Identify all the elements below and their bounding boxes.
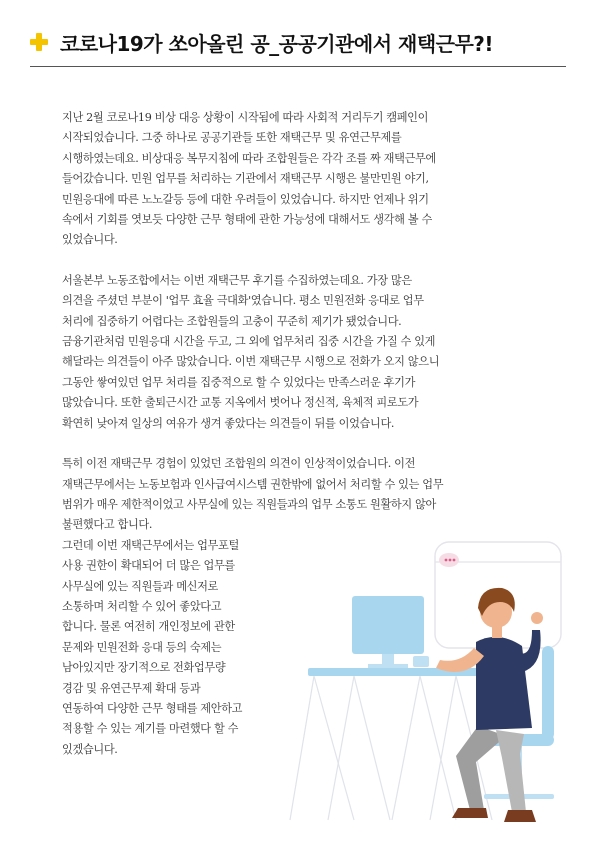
- chat-bubble-icon: [439, 553, 459, 567]
- text-line: 금융기관처럼 민원응대 시간을 두고, 그 외에 업무처리 집중 시간을 가질 수 있게: [62, 335, 436, 349]
- paragraph-2: [62, 271, 522, 434]
- plus-icon: [30, 33, 48, 51]
- text-line: 시작되었습니다. 그중 하나로 공공기관들 또한 재택근무 및 유연근무제를: [62, 131, 402, 145]
- desk-legs: [290, 676, 492, 820]
- text-line: 사무실에 있는 직원들과 메신저로: [62, 579, 219, 593]
- person: [436, 588, 543, 822]
- desk-item: [413, 656, 429, 667]
- text-line: 소통하며 처리할 수 있어 좋았다고: [62, 599, 222, 613]
- text-line: 적용할 수 있는 계기를 마련했다 할 수: [62, 722, 239, 736]
- remote-work-illustration: [270, 530, 570, 830]
- page-title: 코로나19가 쏘아올린 공_공공기관에서 재택근무?!: [60, 32, 494, 56]
- text-line: 재택근무에서는 노동보험과 인사급여시스템 권한밖에 없어서 처리할 수 있는 업무: [62, 477, 444, 491]
- paragraph-1: [62, 108, 522, 251]
- text-line: 있겠습니다.: [62, 742, 118, 756]
- text-line: 확연히 낮아져 일상의 여유가 생겨 좋았다는 의견들이 뒤를 이었습니다.: [62, 416, 395, 430]
- text-line: 남아있지만 장기적으로 전화업무량: [62, 661, 226, 675]
- text-line: 특히 이전 재택근무 경험이 있었던 조합원의 의견이 인상적이었습니다. 이전: [62, 457, 416, 471]
- text-line: 불편했다고 합니다.: [62, 518, 153, 532]
- text-line: 처리에 집중하기 어렵다는 조합원들의 고충이 꾸준히 제기가 됐었습니다.: [62, 314, 402, 328]
- text-line: 연동하여 다양한 근무 형태를 제안하고: [62, 701, 243, 715]
- text-line: 합니다. 물론 여전히 개인정보에 관한: [62, 620, 235, 634]
- text-line: 서울본부 노동조합에서는 이번 재택근무 후기를 수집하였는데요. 가장 많은: [62, 273, 412, 287]
- text-line: 경감 및 유연근무제 확대 등과: [62, 681, 201, 695]
- title-divider: [30, 66, 566, 67]
- text-line: 의견을 주셨던 부분이 '업무 효율 극대화'였습니다. 평소 민원전화 응대로 업무: [62, 294, 424, 308]
- text-line: 민원응대에 따른 노노갈등 등에 대한 우려들이 있었습니다. 하지만 언제나 위기: [62, 192, 429, 206]
- title-bar: [30, 26, 566, 66]
- text-line: 시행하였는데요. 비상대응 복무지침에 따라 조합원들은 각각 조를 짜 재택근무에: [62, 151, 436, 165]
- text-line: 많았습니다. 또한 출퇴근시간 교통 지옥에서 벗어나 정신적, 육체적 피로도가: [62, 396, 419, 410]
- text-line: 사용 권한이 확대되어 더 많은 업무를: [62, 559, 235, 573]
- text-line: 지난 2월 코로나19 비상 대응 상황이 시작됨에 따라 사회적 거리두기 캠페인이: [62, 111, 429, 124]
- text-line: 범위가 매우 제한적이었고 사무실에 있는 직원들과의 업무 소통도 원활하지 않아: [62, 497, 436, 511]
- text-line: 있었습니다.: [62, 233, 118, 247]
- text-line: 그동안 쌓여있던 업무 처리를 집중적으로 할 수 있었다는 만족스러운 후기가: [62, 375, 416, 389]
- text-line: 그런데 이번 재택근무에서는 업무포털: [62, 538, 239, 552]
- text-line: 문제와 민원전화 응대 등의 숙제는: [62, 640, 222, 654]
- text-line: 해달라는 의견들이 아주 많았습니다. 이번 재택근무 시행으로 전화가 오지 않으니: [62, 355, 440, 369]
- text-line: 들어갔습니다. 민원 업무를 처리하는 기관에서 재택근무 시행은 불만민원 야기,: [62, 172, 429, 186]
- text-line: 속에서 기회를 엿보듯 다양한 근무 형태에 관한 가능성에 대해서도 생각해 볼 수: [62, 213, 432, 227]
